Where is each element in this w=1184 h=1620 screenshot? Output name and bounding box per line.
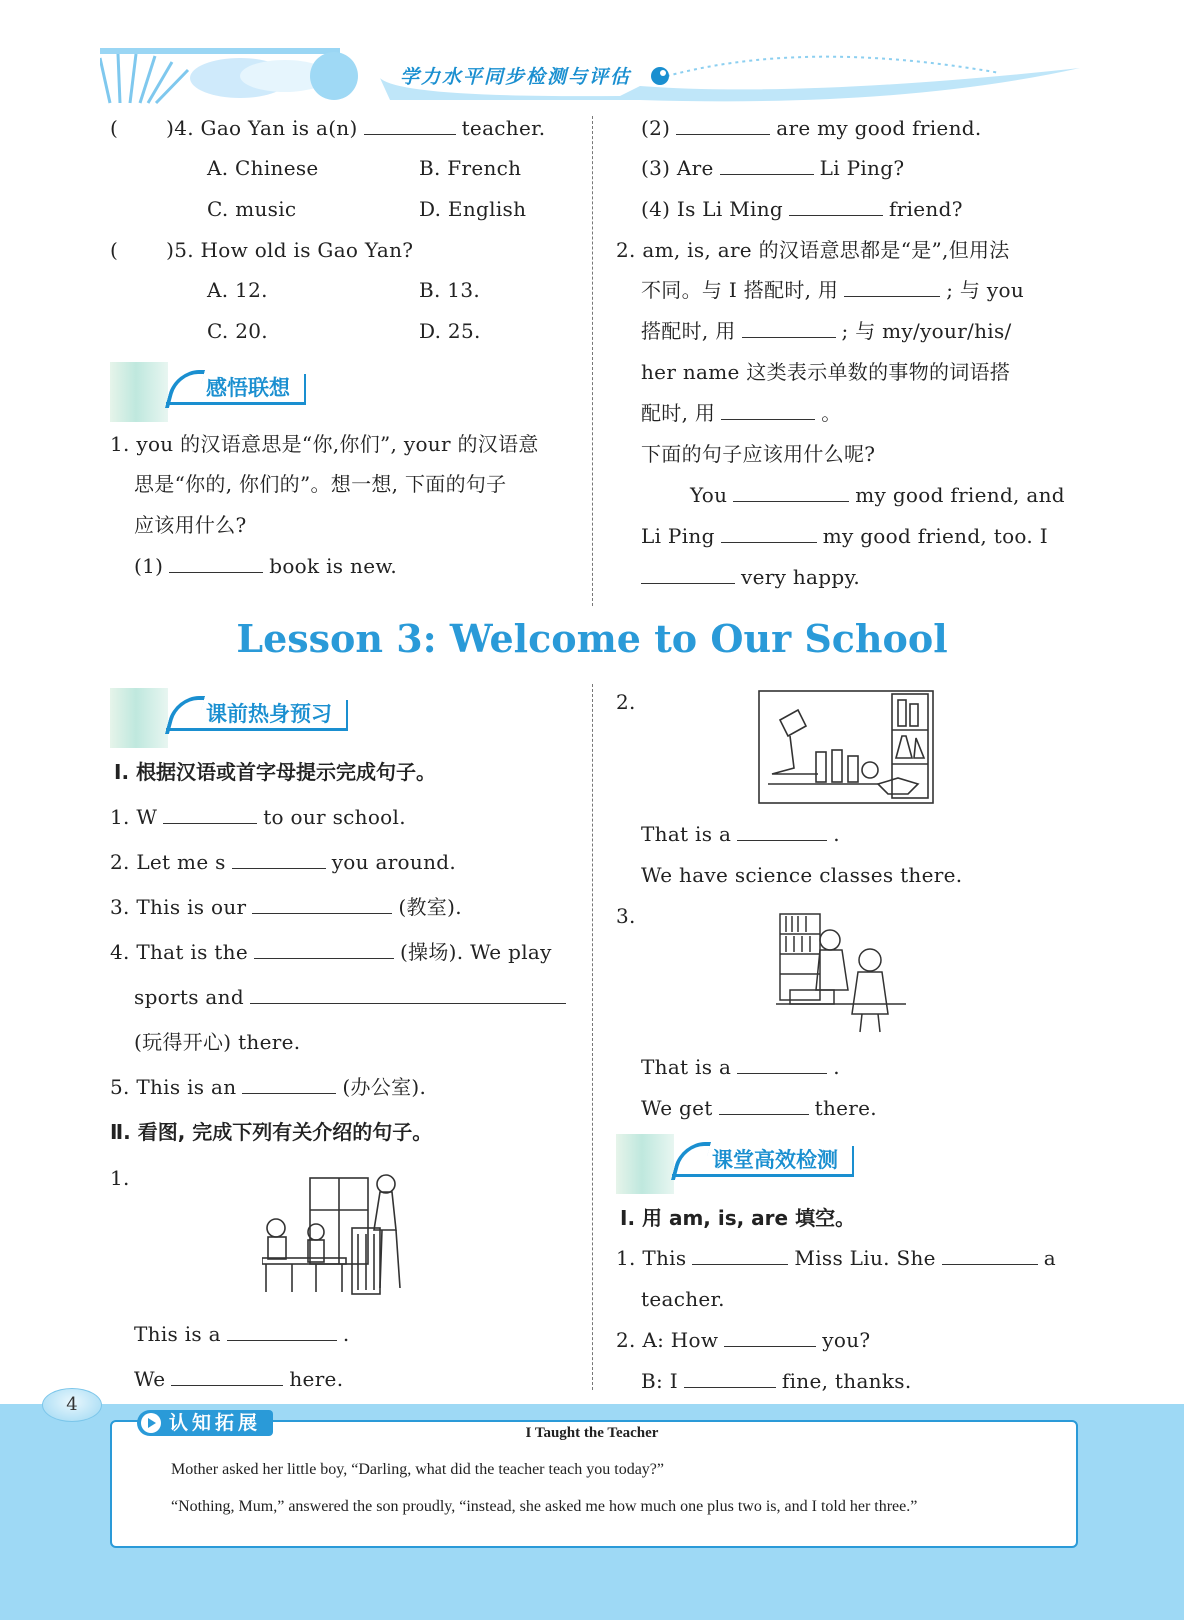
item-4-line-2: sports and — [134, 983, 572, 1011]
option-b: B. 13. — [419, 278, 481, 302]
library-illustration — [776, 910, 916, 1036]
option-c: C. music — [207, 197, 297, 221]
question-1: 1. This Miss Liu. She a — [616, 1246, 1057, 1270]
answer-blank[interactable] — [364, 114, 456, 135]
item-3: 3. This is our (教室). — [110, 895, 462, 919]
paragraph-line: her name 这类表示单数的事物的词语搭 — [641, 360, 1011, 384]
section-tag-box — [110, 362, 168, 422]
sentence-2: (2) are my good friend. — [641, 116, 982, 140]
section-title: 感悟联想 — [166, 374, 306, 405]
answer-blank[interactable] — [737, 1053, 827, 1074]
picture-number: 1. — [110, 1166, 130, 1190]
paragraph-line: 不同。与 I 搭配时, 用 ; 与 you — [641, 278, 1025, 302]
story-line: “Nothing, Mum,” answered the son proudly, “instead, she asked me how much one plus two is, and I told her three.” — [171, 1498, 918, 1515]
answer-blank[interactable] — [171, 1365, 283, 1386]
question-2-reply: B: I fine, thanks. — [641, 1369, 912, 1393]
section-tag-box — [110, 688, 168, 748]
answer-blank[interactable] — [676, 114, 770, 135]
answer-blank[interactable] — [169, 552, 263, 573]
picture-number: 2. — [616, 690, 636, 714]
answer-blank[interactable] — [250, 983, 566, 1004]
answer-blank[interactable] — [789, 195, 883, 216]
lesson-title: Lesson 3: Welcome to Our School — [236, 616, 948, 661]
paragraph-line: 下面的句子应该用什么呢? — [641, 442, 876, 466]
caption-3a: That is a . — [641, 1055, 840, 1079]
item-1: 1. W to our school. — [110, 805, 406, 829]
paragraph-line: 2. am, is, are 的汉语意思都是“是”,但用法 — [616, 238, 1010, 262]
answer-blank[interactable] — [692, 1244, 788, 1265]
answer-blank[interactable] — [227, 1320, 337, 1341]
section-title: 课前热身预习 — [166, 700, 348, 731]
answer-blank[interactable] — [737, 820, 827, 841]
caption-1a: This is a . — [134, 1322, 350, 1346]
series-title: 学力水平同步检测与评估 — [400, 66, 632, 88]
answer-blank[interactable] — [942, 1244, 1038, 1265]
exercise-heading: Ⅱ. 看图, 完成下列有关介绍的句子。 — [110, 1120, 433, 1144]
answer-blank[interactable] — [720, 154, 814, 175]
option-a: A. 12. — [207, 278, 268, 302]
answer-blank[interactable] — [684, 1367, 776, 1388]
paragraph-line: 1. you 的汉语意思是“你,你们”, your 的汉语意 — [110, 432, 539, 456]
sentence-4: (4) Is Li Ming friend? — [641, 197, 963, 221]
caption-2b: We have science classes there. — [641, 863, 963, 887]
answer-blank[interactable] — [242, 1073, 336, 1094]
section-tag — [110, 688, 360, 748]
answer-blank[interactable] — [844, 276, 940, 297]
caption-1b: We here. — [134, 1367, 344, 1391]
answer-blank[interactable] — [163, 803, 257, 824]
option-d: D. 25. — [419, 319, 481, 343]
paragraph-line: 搭配时, 用 ; 与 my/your/his/ — [641, 319, 1012, 343]
option-d: D. English — [419, 197, 527, 221]
option-a: A. Chinese — [207, 156, 319, 180]
option-b: B. French — [419, 156, 522, 180]
paragraph-line: 应该用什么? — [134, 513, 247, 537]
item-4: 4. That is the (操场). We play — [110, 940, 552, 964]
answer-blank[interactable] — [232, 848, 326, 869]
question-4: ( )4. Gao Yan is a(n) teacher. — [110, 116, 546, 140]
column-divider — [592, 116, 593, 606]
section-tag-box — [616, 1134, 674, 1194]
picture-number: 3. — [616, 904, 636, 928]
story-tag: 认知拓展 — [137, 1410, 273, 1436]
question-1-line-2: teacher. — [641, 1287, 725, 1311]
item-5: 5. This is an (办公室). — [110, 1075, 427, 1099]
answer-blank[interactable] — [254, 938, 394, 959]
caption-3b: We get there. — [641, 1096, 877, 1120]
question-2: 2. A: How you? — [616, 1328, 871, 1352]
answer-blank[interactable] — [641, 563, 735, 584]
classroom-illustration — [262, 1170, 422, 1300]
paragraph-line: Li Ping my good friend, too. I — [641, 524, 1048, 548]
paragraph-line: 配时, 用 。 — [641, 401, 842, 425]
sentence-3: (3) Are Li Ping? — [641, 156, 905, 180]
answer-blank[interactable] — [721, 522, 817, 543]
item-4-line-3: (玩得开心) there. — [134, 1030, 301, 1054]
answer-blank[interactable] — [719, 1094, 809, 1115]
paragraph-line: You my good friend, and — [690, 483, 1065, 507]
item-2: 2. Let me s you around. — [110, 850, 457, 874]
exercise-heading: Ⅰ. 用 am, is, are 填空。 — [620, 1206, 856, 1230]
section-title: 课堂高效检测 — [672, 1146, 854, 1177]
laboratory-illustration — [758, 690, 934, 804]
caption-2a: That is a . — [641, 822, 840, 846]
page-number: 4 — [42, 1388, 102, 1422]
story-line: Mother asked her little boy, “Darling, what did the teacher teach you today?” — [171, 1461, 664, 1478]
answer-blank[interactable] — [733, 481, 849, 502]
paragraph-line: 思是“你的, 你们的”。想一想, 下面的句子 — [134, 472, 507, 496]
column-divider — [592, 684, 593, 1390]
answer-blank[interactable] — [742, 317, 836, 338]
answer-blank[interactable] — [721, 399, 815, 420]
section-tag — [616, 1134, 866, 1194]
paragraph-line: very happy. — [641, 563, 860, 591]
option-c: C. 20. — [207, 319, 268, 343]
exercise-heading: Ⅰ. 根据汉语或首字母提示完成句子。 — [114, 760, 437, 784]
answer-blank[interactable] — [252, 893, 392, 914]
answer-blank[interactable] — [724, 1326, 816, 1347]
question-5: ( )5. How old is Gao Yan? — [110, 238, 414, 262]
sentence-1: (1) book is new. — [134, 554, 398, 578]
section-tag — [110, 362, 330, 422]
story-title: I Taught the Teacher — [525, 1425, 659, 1441]
